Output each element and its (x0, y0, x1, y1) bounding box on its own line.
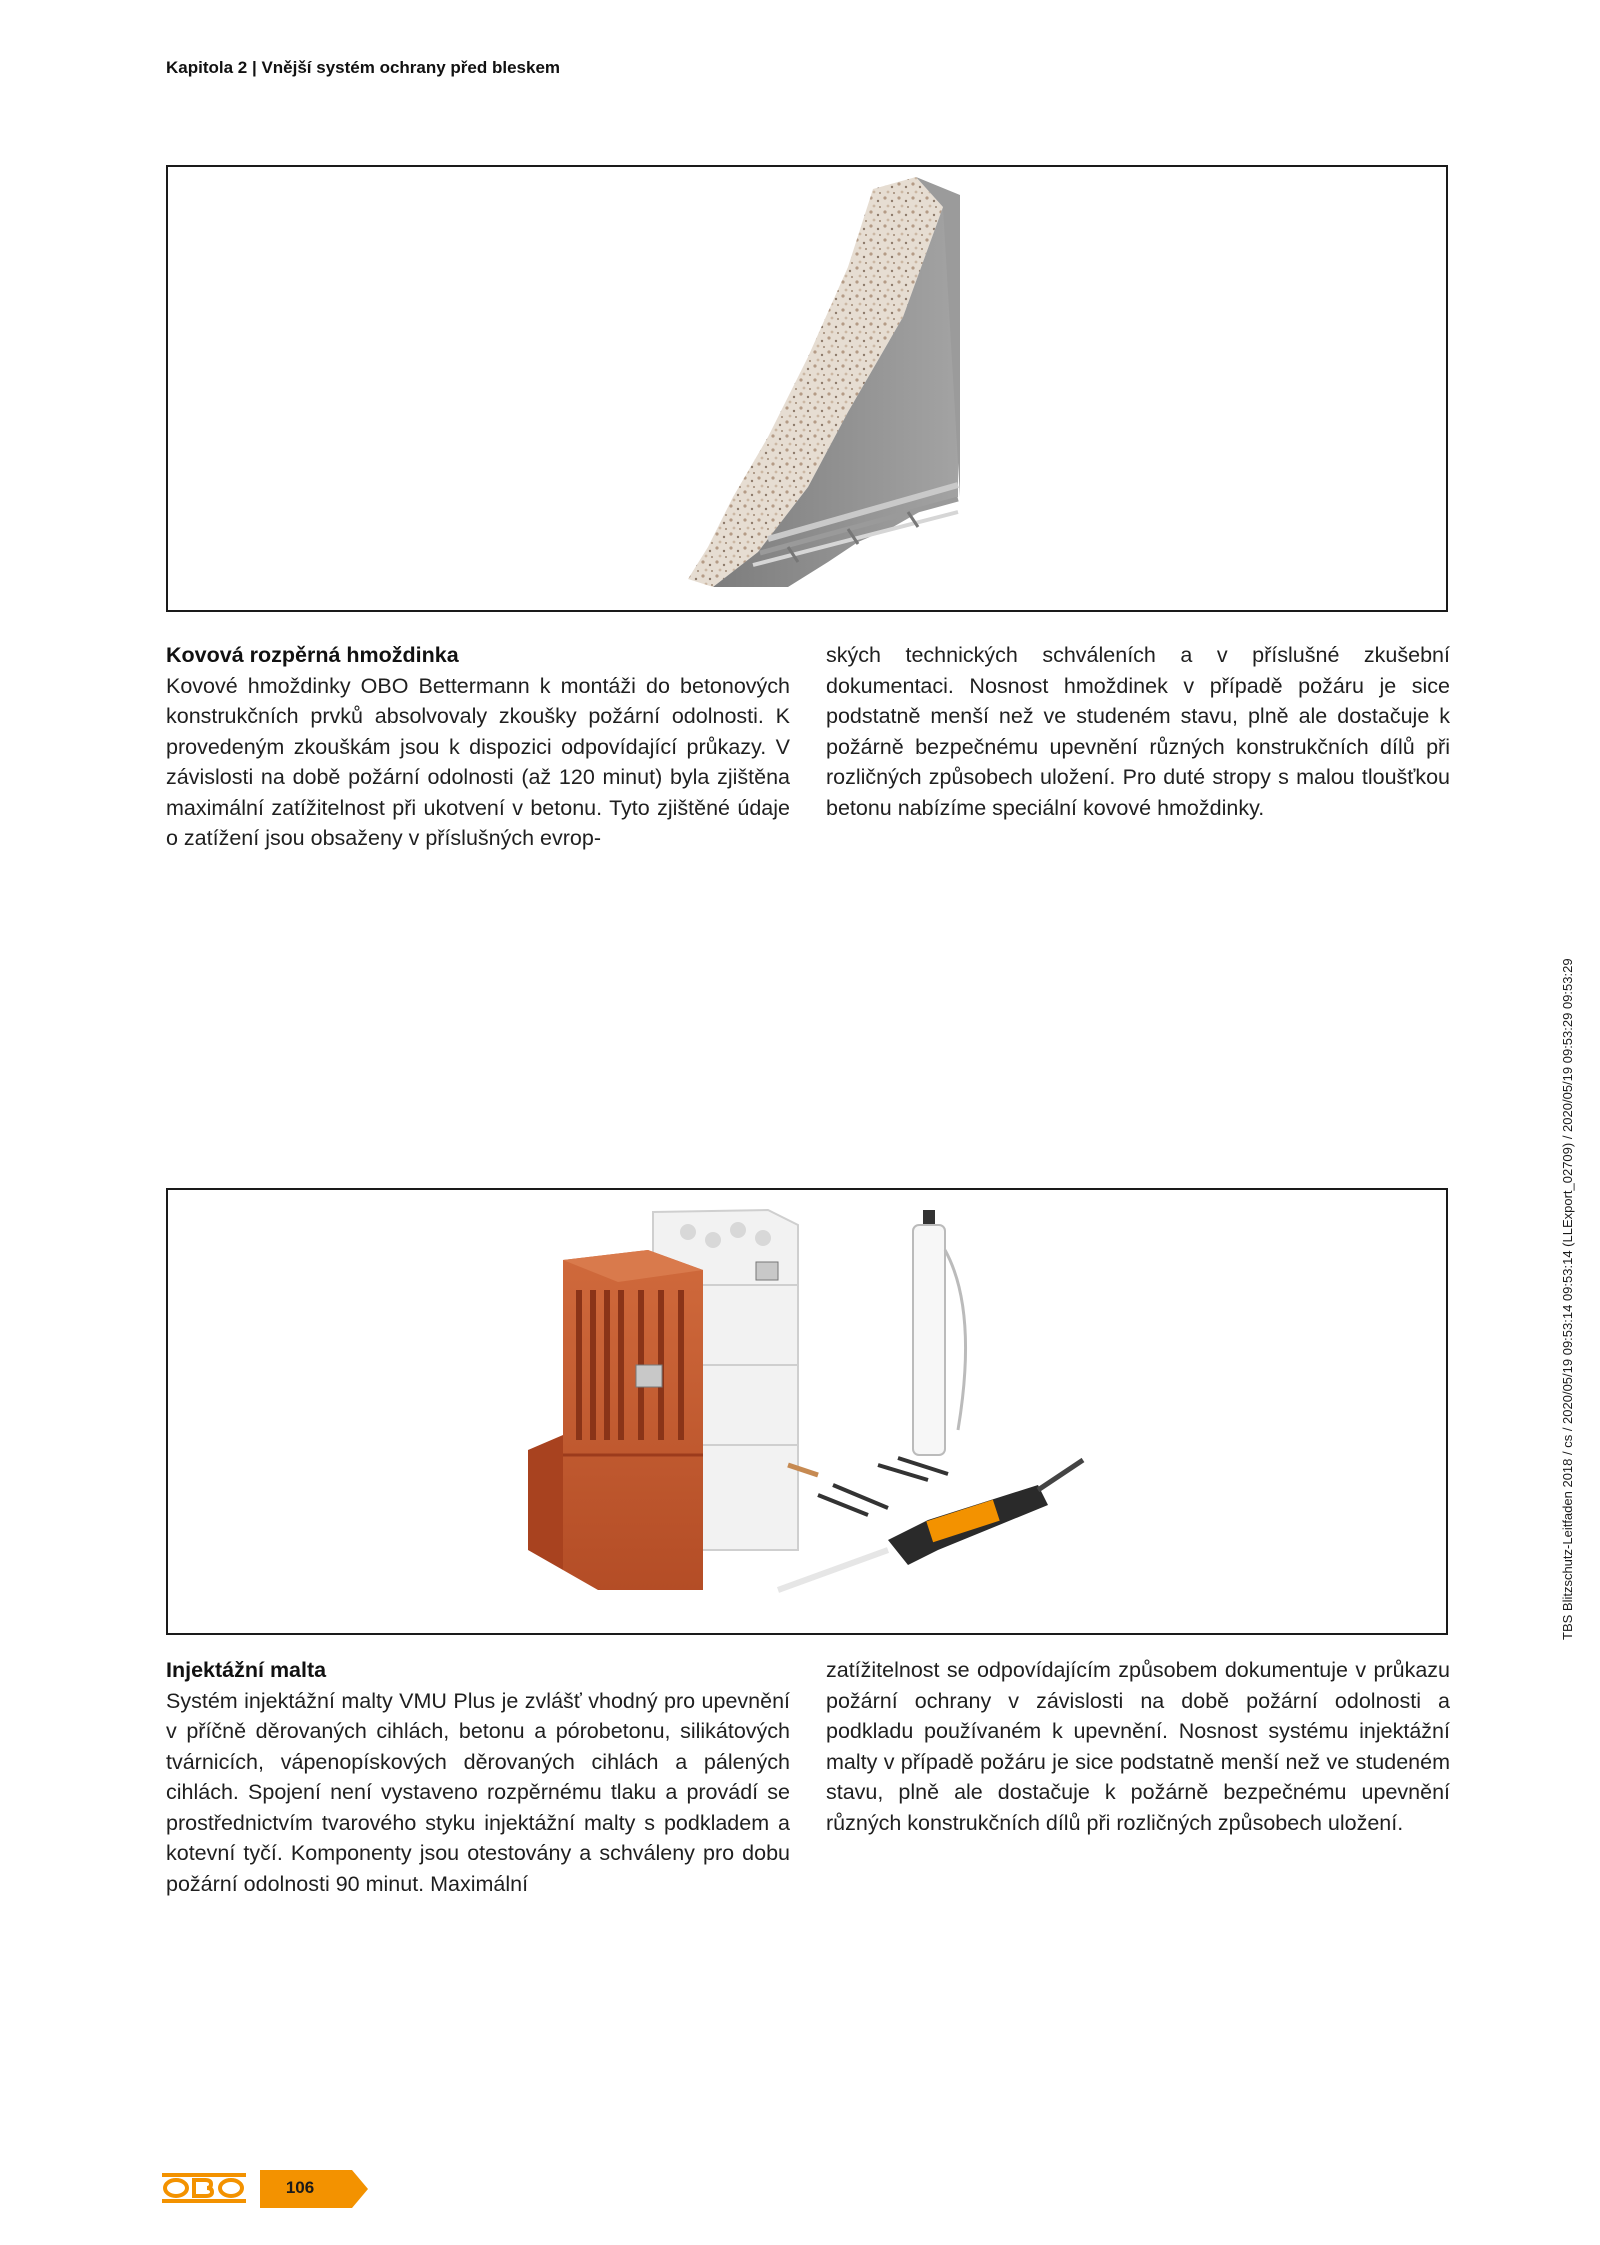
section-mortar-right-paragraph: zatížitelnost se odpovídajícím způsobem dokumentuje v průkazu požární ochrany v závislosti na době požární odolnosti a podkladu používaném k upevnění. Nosnost systému injektážní malty v případě požáru je sice podstatně menší než ve studeném stavu, plně ale dostačuje k požárně bezpečnému upevnění různých konstrukčních dílů při rozličných způsobech uložení. (826, 1658, 1450, 1835)
section-title-mortar: Injektážní malta (166, 1658, 327, 1682)
section-anchor-right (826, 640, 1450, 823)
section-title-anchor: Kovová rozpěrná hmoždinka (166, 643, 459, 667)
section-mortar-left (166, 1655, 790, 1899)
injection-mortar-illustration (168, 1190, 1446, 1633)
page-number: 106 (285, 2178, 315, 2197)
concrete-anchor-illustration (168, 167, 1446, 610)
side-export-note: TBS Blitzschutz-Leitfaden 2018 / cs / 2020/05/19 09:53:14 09:53:14 (LLExport_02709) / 2020/05/19 09:53:29 09:53:29 (1560, 958, 1575, 1640)
obo-logo (162, 2173, 246, 2208)
figure-injection-mortar (166, 1188, 1448, 1635)
figure-concrete-anchor (166, 165, 1448, 612)
obo-logo-icon (162, 2173, 246, 2203)
section-anchor-right-paragraph: ských technických schváleních a v příslušné zkušební dokumentaci. Nosnost hmoždinek v případě požáru je sice podstatně menší než ve studeném stavu, plně ale dostačuje k požárně bezpečnému upevnění různých konstrukčních dílů při rozličných způsobech uložení. Pro duté stropy s malou tloušťkou betonu nabízíme speciální kovové hmoždinky. (826, 643, 1450, 820)
section-anchor-left (166, 640, 790, 854)
chapter-header: Kapitola 2 | Vnější systém ochrany před bleskem (166, 58, 561, 77)
section-mortar-right (826, 1655, 1450, 1838)
section-mortar-left-paragraph: Systém injektážní malty VMU Plus je zvlášť vhodný pro upevnění v příčně děrovaných cihlách, betonu a pórobetonu, silikátových tvárnicích, vápenopískových děrovaných cihlách a pálených cihlách. Spojení není vystaveno rozpěrnému tlaku a provádí se prostřednictvím tvarového styku injektážní malty s podkladem a kotevní tyčí. Komponenty jsou otestovány a schváleny pro dobu požární odolnosti 90 minut. Maximální (166, 1688, 790, 1896)
section-anchor-left-paragraph: Kovové hmoždinky OBO Bettermann k montáži do betonových konstrukčních prvků absolvovaly zkoušky požární odolnosti. K provedeným zkouškám jsou k dispozici odpovídající průkazy. V závislosti na době požární odolnosti (až 120 minut) byla zjištěna maximální zatížitelnost při ukotvení v betonu. Tyto zjištěné údaje o zatížení jsou obsaženy v příslušných evrop- (166, 673, 790, 850)
